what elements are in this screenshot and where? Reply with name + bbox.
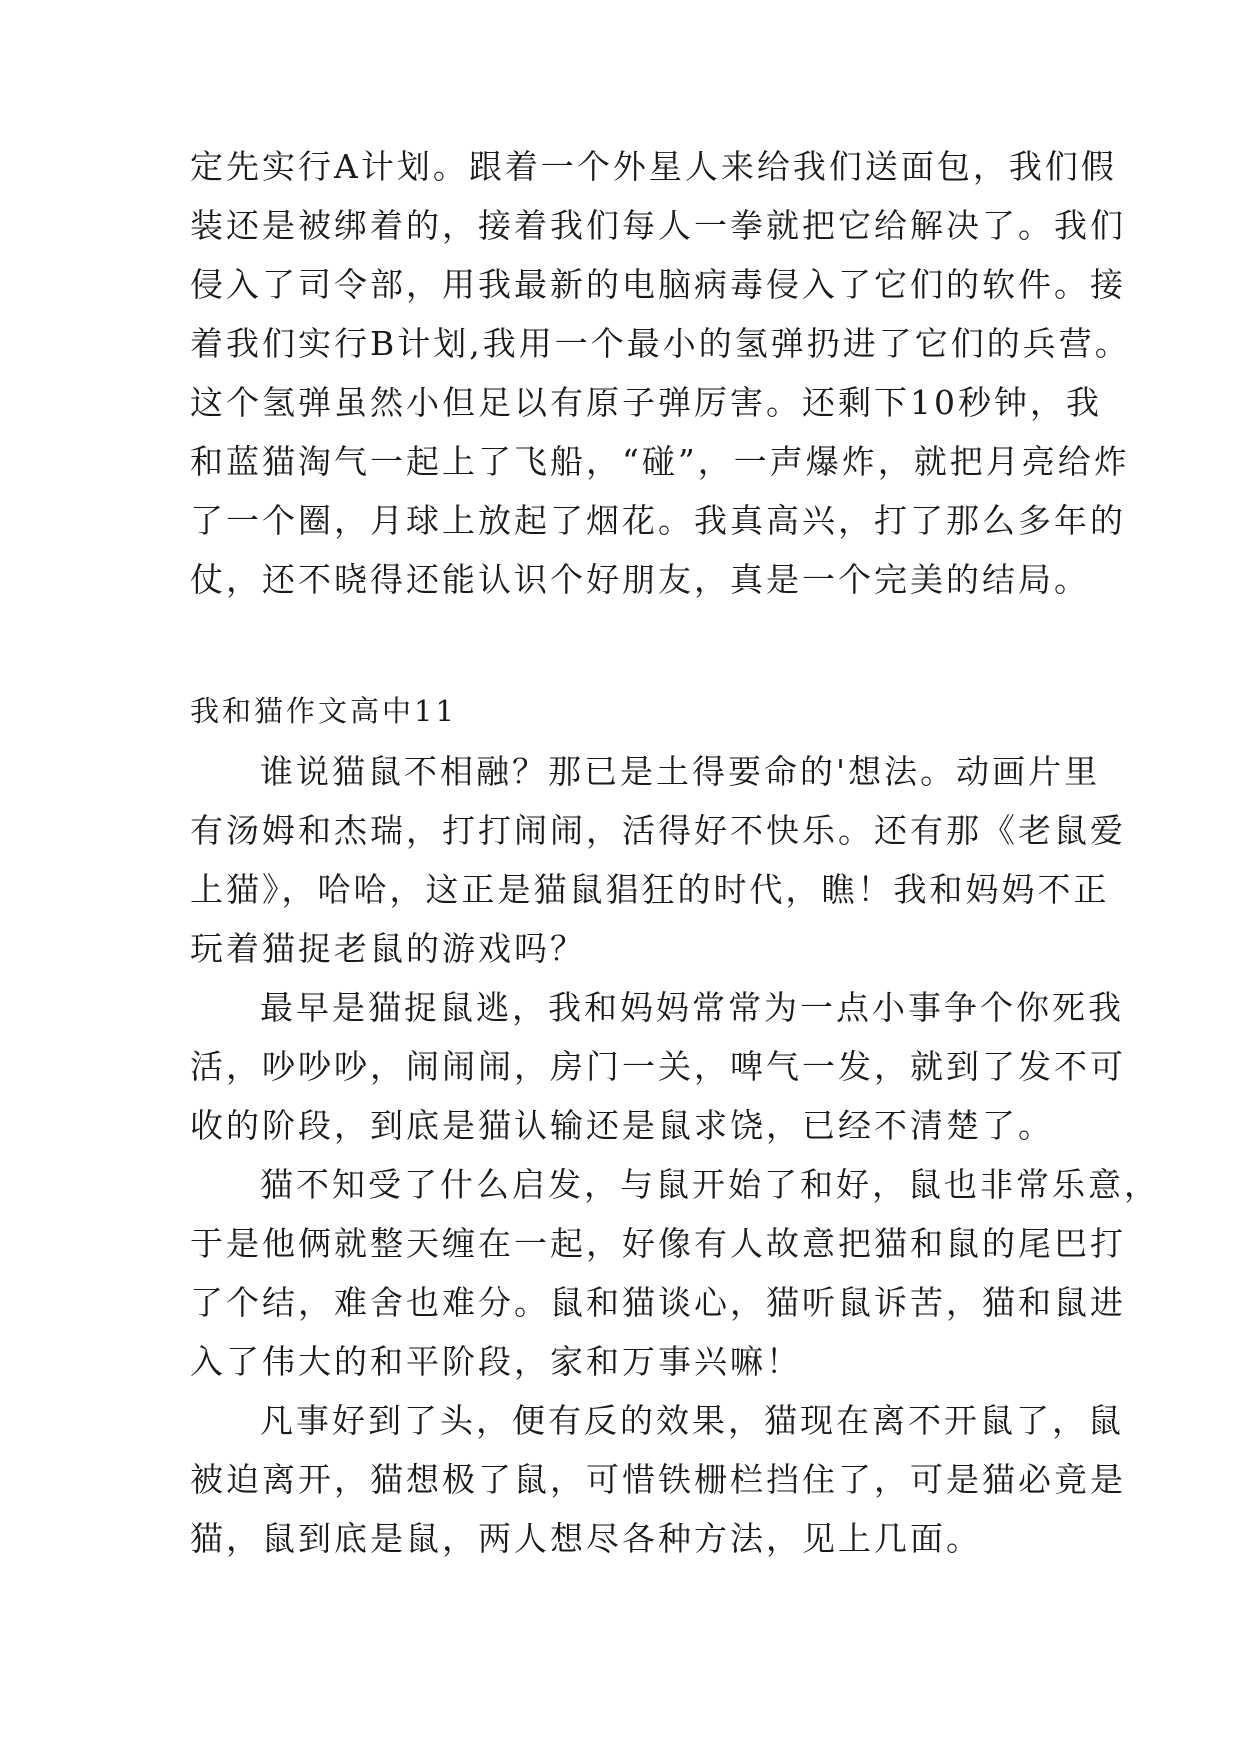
text-line: 猫不知受了什么启发，与鼠开始了和好，鼠也非常乐意， — [260, 1165, 1160, 1204]
essay-title: 我和猫作文高中11 — [190, 694, 457, 728]
text-line: 仗，还不晓得还能认识个好朋友，真是一个完美的结局。 — [190, 560, 1090, 599]
text-line: 被迫离开，猫想极了鼠，可惜铁栅栏挡住了，可是猫必竟是 — [190, 1460, 1126, 1499]
text-line: 最早是猫捉鼠逃，我和妈妈常常为一点小事争个你死我 — [260, 988, 1124, 1027]
text-line: 有汤姆和杰瑞，打打闹闹，活得好不快乐。还有那《老鼠爱 — [190, 811, 1126, 850]
essay-paragraph-2 — [190, 978, 1126, 1155]
text-line: 上猫》，哈哈，这正是猫鼠猖狂的时代，瞧！我和妈妈不正 — [190, 870, 1110, 909]
text-line: 和蓝猫淘气一起上了飞船，“碰”，一声爆炸，就把月亮给炸 — [190, 442, 1130, 481]
essay-paragraph-4 — [190, 1391, 1126, 1568]
text-line: 谁说猫鼠不相融？那已是土得要命的'想法。动画片里 — [260, 752, 1101, 791]
text-line: 入了伟大的和平阶段，家和万事兴嘛！ — [190, 1342, 802, 1381]
text-line: 收的阶段，到底是猫认输还是鼠求饶，已经不清楚了。 — [190, 1106, 1054, 1145]
text-line: 凡事好到了头，便有反的效果，猫现在离不开鼠了，鼠 — [260, 1401, 1124, 1440]
text-line: 活，吵吵吵，闹闹闹，房门一关，啤气一发，就到了发不可 — [190, 1047, 1126, 1086]
text-line: 玩着猫捉老鼠的游戏吗？ — [190, 929, 586, 968]
text-line: 装还是被绑着的，接着我们每人一拳就把它给解决了。我们 — [190, 206, 1126, 245]
continuation-paragraph — [190, 137, 1131, 609]
text-line: 侵入了司令部，用我最新的电脑病毒侵入了它们的软件。接 — [190, 265, 1126, 304]
text-line: 这个氢弹虽然小但足以有原子弹厉害。还剩下10秒钟，我 — [190, 383, 1102, 422]
text-line: 猫，鼠到底是鼠，两人想尽各种方法，见上几面。 — [190, 1519, 982, 1558]
text-line: 于是他俩就整天缠在一起，好像有人故意把猫和鼠的尾巴打 — [190, 1224, 1126, 1263]
essay-paragraph-3 — [190, 1155, 1160, 1391]
text-line: 着我们实行B计划,我用一个最小的氢弹扔进了它们的兵营。 — [190, 324, 1131, 363]
essay-title-block — [190, 682, 1060, 741]
text-line: 了个结，难舍也难分。鼠和猫谈心，猫听鼠诉苦，猫和鼠进 — [190, 1283, 1126, 1322]
text-line: 了一个圈，月球上放起了烟花。我真高兴，打了那么多年的 — [190, 501, 1126, 540]
text-line: 定先实行A计划。跟着一个外星人来给我们送面包，我们假 — [190, 147, 1117, 186]
essay-paragraph-1 — [190, 742, 1126, 978]
